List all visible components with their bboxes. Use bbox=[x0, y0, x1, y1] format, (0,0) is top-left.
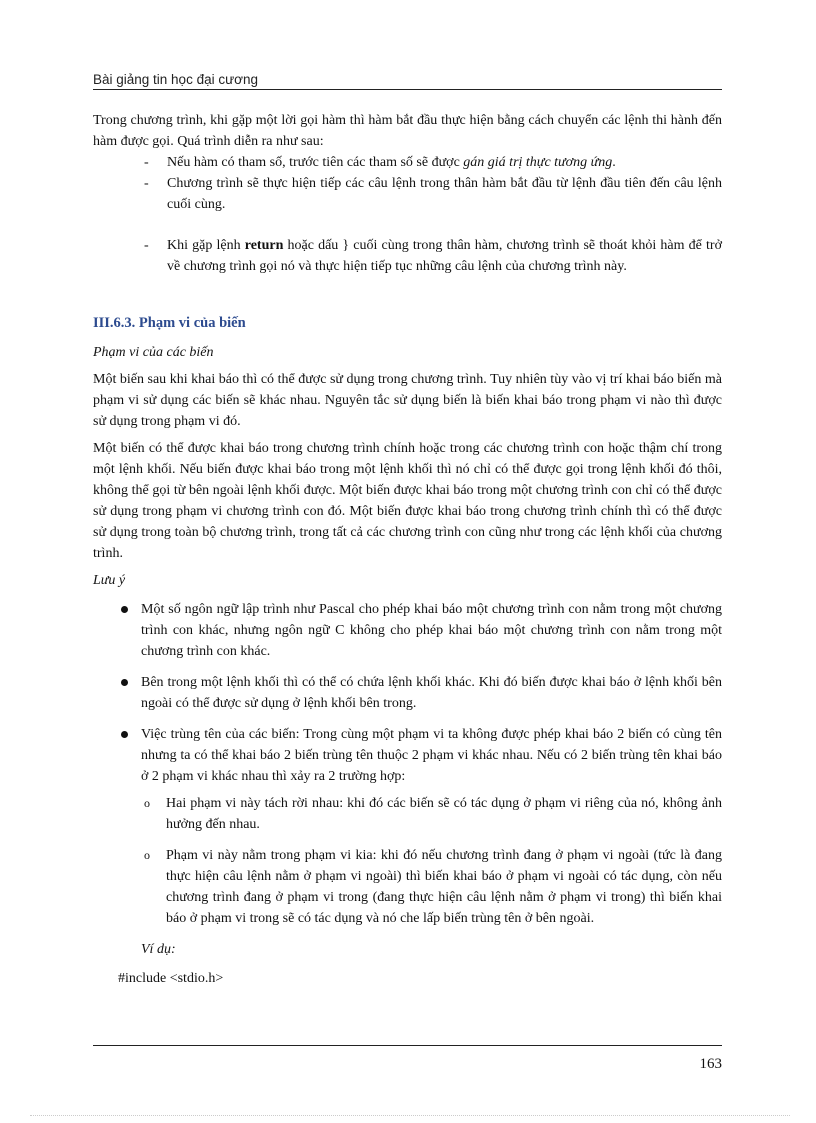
body-paragraph: Một biến có thể được khai báo trong chương trình chính hoặc trong các chương trình con hoặc thậm chí trong một lệnh khối. Nếu biến được khai báo trong một lệnh khối thì nó chỉ có thể được gọi trong lệnh khối đó thôi, không thể gọi từ bên ngoài lệnh khối được. Một biến được khai báo trong một chương trình con chỉ có thể được sử dụng trong phạm vi chương trình con đó. Một biến được khai báo trong chương trình chính thì có thể được sử dụng trong toàn bộ chương trình, trong tất cả các chương trình con cũng như trong các lệnh khối của chương trình. bbox=[93, 441, 722, 561]
bullet-icon bbox=[121, 606, 128, 613]
bullet-icon bbox=[121, 679, 128, 686]
subheading: Phạm vi của các biến bbox=[93, 345, 214, 360]
page-number: 163 bbox=[699, 1056, 722, 1072]
note-item: Một số ngôn ngữ lập trình như Pascal cho phép khai báo một chương trình con nằm trong một chương trình con khác, nhưng ngôn ngữ C không cho phép khai báo một chương trình con nằm trong một chương trình con khác. bbox=[93, 599, 722, 662]
example-label: Ví dụ: bbox=[141, 942, 176, 957]
step-item: - Nếu hàm có tham số, trước tiên các tham số sẽ được gán giá trị thực tương ứng. bbox=[93, 152, 722, 173]
case-item: o Phạm vi này nằm trong phạm vi kia: khi đó nếu chương trình đang ở phạm vi ngoài (tức là đang thực hiện câu lệnh nằm ở phạm vi ngoài) thì biến khai báo ở phạm vi ngoài có tác dụng, còn nếu chương trình đang ở phạm vi trong (đang thực hiện câu lệnh nằm ở phạm vi trong) thì biến khai báo ở phạm vi trong sẽ có tác dụng và nó che lấp biến trùng tên ở bên ngoài. bbox=[141, 845, 722, 929]
dash-marker: - bbox=[144, 238, 149, 253]
call-steps-list bbox=[93, 152, 722, 277]
intro-paragraph: Trong chương trình, khi gặp một lời gọi hàm thì hàm bắt đầu thực hiện bằng cách chuyển các lệnh thi hành đến hàm được gọi. Quá trình diễn ra như sau: bbox=[93, 113, 722, 149]
circle-marker: o bbox=[144, 796, 150, 810]
document-body bbox=[93, 110, 722, 989]
case-item: o Hai phạm vi này tách rời nhau: khi đó các biến sẽ có tác dụng ở phạm vi riêng của nó, không ảnh hưởng đến nhau. bbox=[141, 793, 722, 835]
keyword-return: return bbox=[244, 238, 284, 253]
step-item: - Khi gặp lệnh return hoặc dấu } cuối cùng trong thân hàm, chương trình sẽ thoát khỏi hàm để trở về chương trình gọi nó và thực hiện tiếp tục những câu lệnh của chương trình này. bbox=[93, 235, 722, 277]
emphasis-text: gán giá trị thực tương ứng bbox=[463, 155, 613, 170]
note-label: Lưu ý bbox=[93, 573, 126, 588]
body-paragraph: Một biến sau khi khai báo thì có thể được sử dụng trong chương trình. Tuy nhiên tùy vào vị trí khai báo biến mà phạm vi sử dụng các biến sẽ khác nhau. Nguyên tắc sử dụng biến là biến khai báo trong phạm vi nào thì được sử dụng trong phạm vi đó. bbox=[93, 372, 722, 429]
notes-list bbox=[93, 599, 722, 929]
dash-marker: - bbox=[144, 176, 149, 191]
cases-list bbox=[141, 793, 722, 929]
dash-marker: - bbox=[144, 155, 149, 170]
note-item: Bên trong một lệnh khối thì có thể có chứa lệnh khối khác. Khi đó biến được khai báo ở lệnh khối bên ngoài có thể được sử dụng ở lệnh khối bên trong. bbox=[93, 672, 722, 714]
step-item: - Chương trình sẽ thực hiện tiếp các câu lệnh trong thân hàm bắt đầu từ lệnh đầu tiên đến câu lệnh cuối cùng. bbox=[93, 173, 722, 215]
section-heading: III.6.3. Phạm vi của biến bbox=[93, 315, 246, 331]
page-edge-divider bbox=[30, 1115, 790, 1116]
footer-divider bbox=[93, 1045, 722, 1046]
circle-marker: o bbox=[144, 848, 150, 862]
code-line: #include <stdio.h> bbox=[118, 971, 224, 986]
note-item: Việc trùng tên của các biến: Trong cùng một phạm vi ta không được phép khai báo 2 biến có cùng tên nhưng ta có thể khai báo 2 biến trùng tên thuộc 2 phạm vi khác nhau. Nếu có 2 biến trùng tên khai báo ở 2 phạm vi khác nhau thì xảy ra 2 trường hợp: o Hai phạm vi này tách rời nhau: khi đó các biến sẽ có tác dụng ở phạm vi riêng của nó, không ảnh hưởng đến nhau. o Phạm vi này nằm trong phạm vi kia: khi đó nếu chương trình đang ở phạm vi ngoài (tức là đang thực hiện câu lệnh nằm ở phạm vi ngoài) thì biến khai báo ở phạm vi ngoài có tác dụng, còn nếu chương trình đang ở phạm vi trong (đang thực hiện câu lệnh nằm ở phạm vi trong) thì biến khai báo ở phạm vi trong sẽ có tác dụng và nó che lấp biến trùng tên ở bên ngoài. bbox=[93, 724, 722, 929]
page-header: Bài giảng tin học đại cương bbox=[93, 72, 722, 90]
bullet-icon bbox=[121, 731, 128, 738]
